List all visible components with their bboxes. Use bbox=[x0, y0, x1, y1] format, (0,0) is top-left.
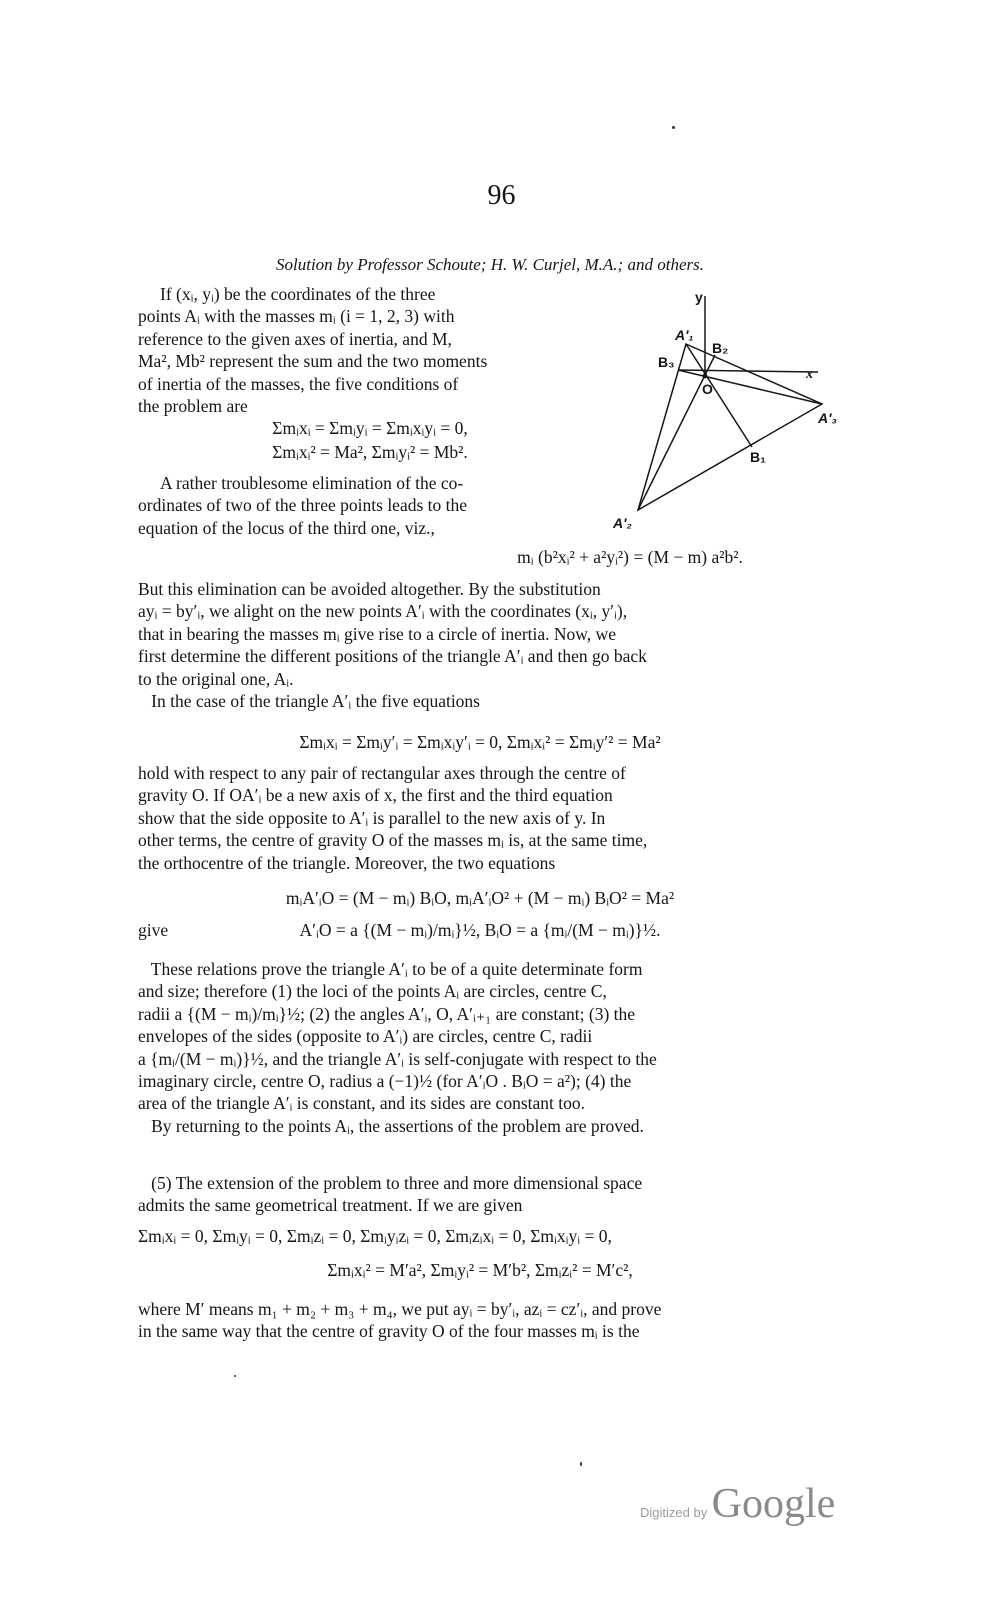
line: But this elimination can be avoided altogether. By the substitution bbox=[138, 579, 601, 599]
line: show that the side opposite to A′ᵢ is parallel to the new axis of y. In bbox=[138, 807, 606, 828]
line: equation of the locus of the third one, viz., bbox=[138, 517, 435, 538]
centre-point bbox=[703, 374, 708, 379]
label-b3: B₃ bbox=[658, 354, 675, 370]
equation-1: Σmᵢxᵢ = Σmᵢyᵢ = Σmᵢxᵢyᵢ = 0, bbox=[272, 418, 468, 438]
line: (5) The extension of the problem to three and more dimensional space bbox=[138, 1173, 643, 1193]
give-label: give bbox=[138, 920, 169, 940]
speck bbox=[672, 126, 675, 129]
label-x: x bbox=[806, 367, 813, 382]
equation-5: mᵢA′ᵢO = (M − mᵢ) BᵢO, mᵢA′ᵢO² + (M − mᵢ) BᵢO² = Ma² bbox=[285, 888, 675, 908]
equation-7: Σmᵢxᵢ = 0, Σmᵢyᵢ = 0, Σmᵢzᵢ = 0, Σmᵢyᵢzᵢ = 0, Σmᵢzᵢxᵢ = 0, Σmᵢxᵢyᵢ = 0, bbox=[138, 1226, 612, 1246]
paragraph-3 bbox=[138, 578, 822, 712]
line: the problem are bbox=[138, 396, 248, 417]
line: of inertia of the masses, the five conditions of bbox=[138, 373, 459, 394]
line: the orthocentre of the triangle. Moreover, the two equations bbox=[138, 852, 556, 873]
line: reference to the given axes of inertia, and M, bbox=[138, 328, 452, 349]
solution-heading: Solution by Professor Schoute; H. W. Curjel, M.A.; and others. bbox=[276, 255, 704, 274]
label-b1: B₁ bbox=[750, 449, 766, 465]
paragraph-4 bbox=[138, 762, 822, 874]
paragraph-2 bbox=[138, 472, 584, 539]
line: in the same way that the centre of gravity O of the four masses mᵢ is the bbox=[138, 1321, 640, 1342]
line: These relations prove the triangle A′ᵢ to be of a quite determinate form bbox=[138, 959, 643, 979]
label-a1: A′₁ bbox=[675, 327, 694, 343]
line: other terms, the centre of gravity O of the masses mᵢ is, at the same time, bbox=[138, 830, 648, 851]
page-number: 96 bbox=[487, 180, 516, 211]
equation-4: Σmᵢxᵢ = Σmᵢy′ᵢ = Σmᵢxᵢy′ᵢ = 0, Σmᵢxᵢ² = Σmᵢy′² = Ma² bbox=[299, 732, 661, 752]
line: where M′ means m₁ + m₂ + m₃ + m₄, we put ayᵢ = by′ᵢ, azᵢ = cz′ᵢ, and prove bbox=[138, 1299, 662, 1319]
line: points Aᵢ with the masses mᵢ (i = 1, 2, 3) with bbox=[138, 306, 455, 327]
line: ayᵢ = by′ᵢ, we alight on the new points A′ᵢ with the coordinates (xᵢ, y′ᵢ), bbox=[138, 601, 628, 622]
equation-6: A′ᵢO = a {(M − mᵢ)/mᵢ}½, BᵢO = a {mᵢ/(M − mᵢ)}½. bbox=[299, 920, 661, 940]
line: and size; therefore (1) the loci of the points Aᵢ are circles, centre C, bbox=[138, 981, 607, 1002]
speck bbox=[580, 1462, 582, 1466]
line: ordinates of two of the three points leads to the bbox=[138, 495, 468, 516]
paragraph-6 bbox=[138, 1172, 822, 1217]
digitized-watermark bbox=[640, 1480, 835, 1528]
altitude-1 bbox=[686, 344, 752, 447]
speck bbox=[234, 1375, 236, 1377]
line: hold with respect to any pair of rectangular axes through the centre of bbox=[138, 763, 626, 783]
line: radii a {(M − mᵢ)/mᵢ}½; (2) the angles A′ᵢ, O, A′ᵢ₊₁ are constant; (3) the bbox=[138, 1003, 636, 1024]
label-a3: A′₃ bbox=[818, 410, 837, 426]
line: envelopes of the sides (opposite to A′ᵢ) are circles, centre C, radii bbox=[138, 1026, 593, 1047]
label-b2: B₂ bbox=[712, 340, 729, 356]
line: If (xᵢ, yᵢ) be the coordinates of the three bbox=[160, 284, 436, 304]
line: A rather troublesome elimination of the co- bbox=[160, 473, 464, 493]
label-a2: A′₂ bbox=[613, 515, 632, 531]
line: In the case of the triangle A′ᵢ the five equations bbox=[138, 691, 480, 712]
paragraph-5 bbox=[138, 958, 822, 1137]
google-logo: Google bbox=[711, 1481, 836, 1527]
line: admits the same geometrical treatment. If we are given bbox=[138, 1195, 523, 1216]
equation-8: Σmᵢxᵢ² = M′a², Σmᵢyᵢ² = M′b², Σmᵢzᵢ² = M′c², bbox=[327, 1260, 633, 1280]
line: area of the triangle A′ᵢ is constant, and its sides are constant too. bbox=[138, 1093, 585, 1114]
equation-2: Σmᵢxᵢ² = Ma², Σmᵢyᵢ² = Mb². bbox=[272, 442, 468, 462]
line: a {mᵢ/(M − mᵢ)}½, and the triangle A′ᵢ is self-conjugate with respect to the bbox=[138, 1048, 657, 1069]
label-o: O bbox=[702, 381, 713, 397]
line: Ma², Mb² represent the sum and the two moments bbox=[138, 351, 488, 372]
watermark-prefix: Digitized by bbox=[640, 1505, 708, 1520]
triangle-figure bbox=[600, 280, 860, 540]
label-y: y bbox=[695, 289, 703, 305]
equation-3: mᵢ (b²xᵢ² + a²yᵢ²) = (M − m) a²b². bbox=[517, 547, 743, 567]
paragraph-1 bbox=[138, 283, 584, 417]
line: gravity O. If OA′ᵢ be a new axis of x, the first and the third equation bbox=[138, 785, 613, 806]
paragraph-7 bbox=[138, 1298, 822, 1343]
line: to the original one, Aᵢ. bbox=[138, 668, 294, 689]
line: that in bearing the masses mᵢ give rise to a circle of inertia. Now, we bbox=[138, 623, 616, 644]
line: first determine the different positions of the triangle A′ᵢ and then go back bbox=[138, 646, 647, 667]
line: imaginary circle, centre O, radius a (−1)½ (for A′ᵢO . BᵢO = a²); (4) the bbox=[138, 1071, 632, 1092]
line: By returning to the points Aᵢ, the assertions of the problem are proved. bbox=[138, 1115, 644, 1136]
